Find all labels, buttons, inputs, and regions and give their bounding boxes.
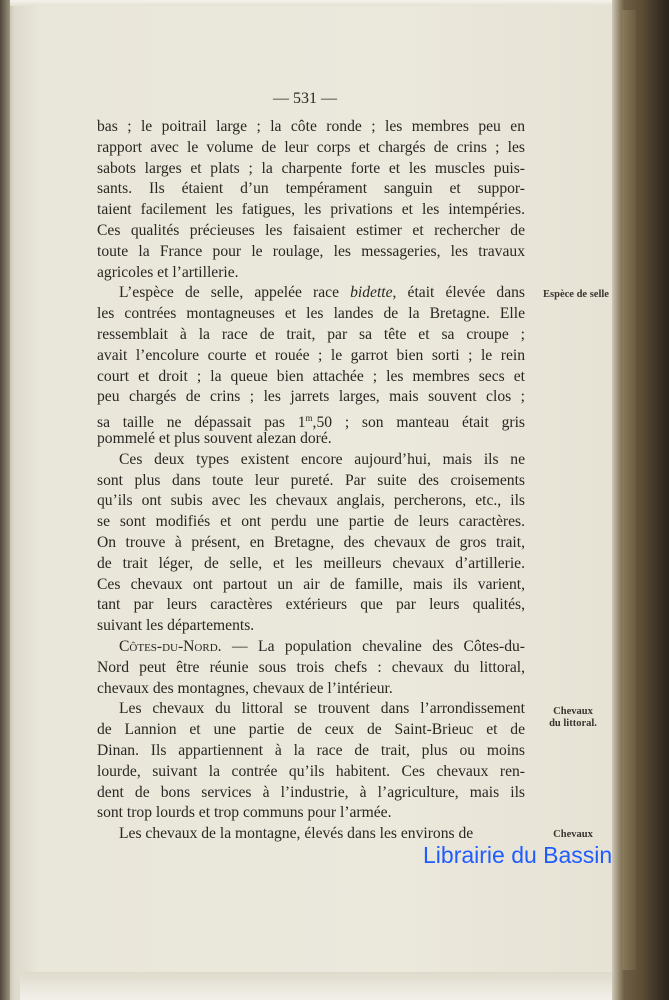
text-line: chevaux des montagnes, chevaux de l’intérieur. bbox=[97, 679, 393, 697]
text-line: sont plus dans toute leur pureté. Par suite des croisements bbox=[97, 471, 525, 489]
margin-note-line: Chevaux bbox=[553, 706, 593, 717]
paragraph bbox=[97, 637, 525, 699]
text-line: agricoles et l’artillerie. bbox=[97, 263, 239, 281]
text-line: lourde, suivant la contrée qu’ils habitent. Ces chevaux ren- bbox=[97, 762, 525, 780]
text-line: les contrées montagneuses et les landes de la Bretagne. Elle bbox=[97, 305, 525, 323]
text-line: suivant les départements. bbox=[97, 617, 255, 635]
text-line: sont trop lourds et trop communs pour l’armée. bbox=[97, 804, 392, 822]
text-line: court et droit ; la queue bien attachée ; les membres secs et bbox=[97, 367, 525, 385]
margin-note-chevaux-littoral bbox=[543, 706, 603, 730]
text-line: Les chevaux du littoral se trouvent dans l’arrondissement bbox=[119, 700, 525, 718]
page-top-edge bbox=[0, 0, 669, 6]
text-line: sa taille ne dépassait pas 1$^m$,50 ; son manteau était gris bbox=[97, 413, 525, 432]
text-line: taient facilement les fatigues, les privations et les intempéries. bbox=[97, 201, 525, 219]
text-line: Côtes-du-Nord. — La population chevaline des Côtes-du- bbox=[119, 637, 525, 655]
text-line: de Lannion et une partie de ceux de Saint-Brieuc et de bbox=[97, 721, 525, 739]
text-line: bas ; le poitrail large ; la côte ronde ; les membres peu en bbox=[97, 118, 525, 135]
text-line: se sont modifiés et ont perdu une partie de leurs caractères. bbox=[97, 513, 525, 531]
watermark: Librairie du Bassin bbox=[423, 842, 613, 868]
text-line: peu chargés de crins ; les jarrets larges, mais souvent clos ; bbox=[97, 388, 525, 406]
margin-note-chevaux: Chevaux bbox=[553, 829, 593, 840]
page-bottom-edge bbox=[20, 972, 630, 1000]
paragraph bbox=[97, 450, 525, 637]
text-line: On trouve à présent, en Bretagne, des chevaux de gros trait, bbox=[97, 533, 525, 551]
paragraph bbox=[97, 283, 525, 449]
text-line: Dinan. Ils appartiennent à la race de trait, plus ou moins bbox=[97, 741, 525, 759]
text-line: rapport avec le volume de leur corps et chargés de crins ; les bbox=[97, 138, 525, 156]
paragraph bbox=[97, 699, 525, 824]
text-line: tant par leurs caractères extérieurs que par leurs qualités, bbox=[97, 596, 525, 614]
book-spine-edge bbox=[622, 10, 636, 970]
text-line: Les chevaux de la montagne, élevés dans les environs de bbox=[119, 825, 474, 843]
text-line: ressemblait à la race de trait, par sa tête et sa croupe ; bbox=[97, 325, 525, 343]
book-binding bbox=[612, 0, 669, 1000]
text-line: qu’ils ont subis avec les chevaux anglais, percherons, etc., ils bbox=[97, 492, 525, 510]
text-line: Ces chevaux ont partout un air de famille, mais ils varient, bbox=[97, 575, 525, 593]
text-line: toute la France pour le roulage, les messageries, les travaux bbox=[97, 242, 525, 260]
text-line: Ces qualités précieuses les faisaient estimer et rechercher de bbox=[97, 221, 525, 239]
body-text bbox=[97, 117, 525, 845]
page-number: — 531 — bbox=[273, 90, 337, 107]
margin-note-espece-de-selle: Espèce de selle bbox=[543, 289, 609, 300]
text-line: dent de bons services à l’industrie, à l’agriculture, mais ils bbox=[97, 783, 525, 801]
text-line: Nord peut être réunie sous trois chefs : chevaux du littoral, bbox=[97, 658, 525, 676]
text-line: L’espèce de selle, appelée race bidette, était élevée dans bbox=[119, 284, 525, 302]
text-line: Ces deux types existent encore aujourd’hui, mais ils ne bbox=[119, 450, 525, 468]
text-line: pommelé et plus souvent alezan doré. bbox=[97, 429, 332, 447]
text-line: avait l’encolure courte et rouée ; le garrot bien sorti ; le rein bbox=[97, 346, 525, 364]
text-line: sants. Ils étaient d’un tempérament sanguin et suppor- bbox=[97, 180, 525, 198]
page-left-edge bbox=[0, 0, 10, 1000]
paragraph bbox=[97, 117, 525, 283]
text-line: de trait léger, de selle, et les meilleurs chevaux d’artillerie. bbox=[97, 554, 525, 572]
text-line: sabots larges et plats ; la charpente forte et les muscles puis- bbox=[97, 159, 525, 177]
margin-note-line: du littoral. bbox=[549, 718, 597, 729]
